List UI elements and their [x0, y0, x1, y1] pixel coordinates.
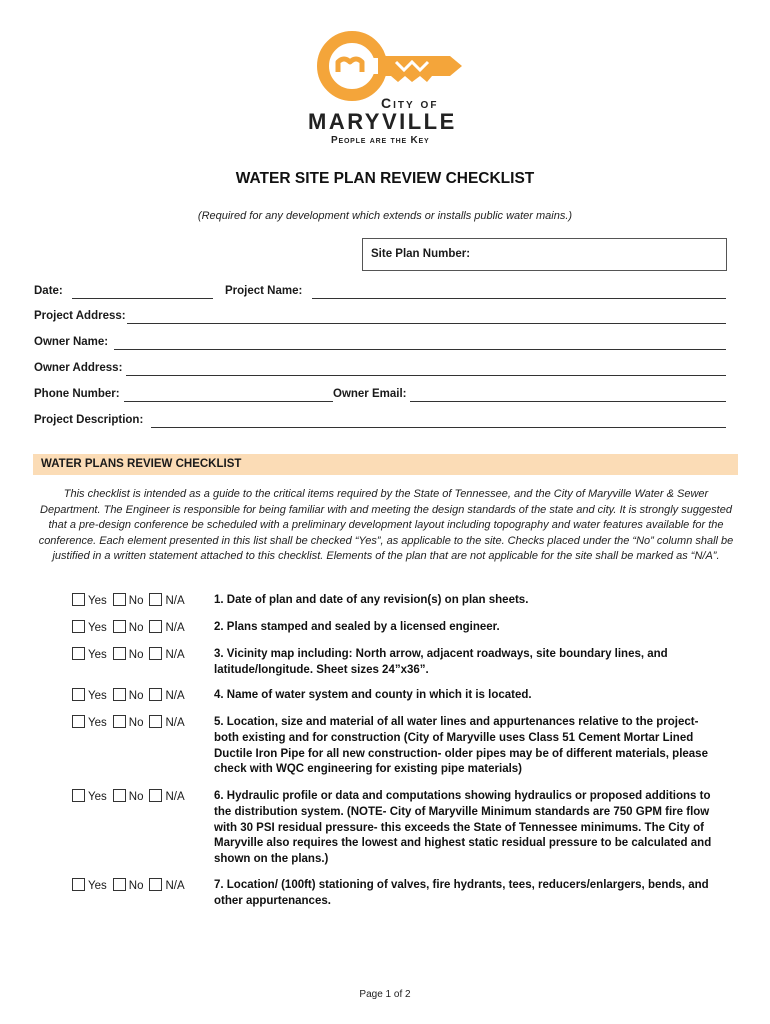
- project-address-label: Project Address:: [34, 310, 126, 322]
- checkbox-label-no: No: [128, 690, 144, 702]
- checkbox-label-no: No: [128, 791, 144, 803]
- item-2-yes-checkbox[interactable]: [72, 620, 85, 633]
- section-title: WATER PLANS REVIEW CHECKLIST: [41, 458, 242, 470]
- item-5-yes-checkbox[interactable]: [72, 715, 85, 728]
- item-6-options: [72, 789, 191, 803]
- item-3-yes-checkbox[interactable]: [72, 647, 85, 660]
- phone-number-label: Phone Number:: [34, 388, 120, 400]
- item-1-options: [72, 593, 191, 607]
- checklist-item-6: 6. Hydraulic profile or data and computations showing hydraulics or proposed additions to the distribution system. (NOTE- City of Maryville Minimum standards are 750 GPM fire flow with 30 PSI residual pressure- this exceeds the State of Tennessee minimums. The City of Maryville also requires the lowest and highest static residual pressure to be calculated and shown on the plans.): [214, 790, 712, 866]
- checkbox-label-no: No: [128, 649, 144, 661]
- item-4-no-checkbox[interactable]: [113, 688, 126, 701]
- owner-name-label: Owner Name:: [34, 336, 109, 348]
- project-description-field[interactable]: [151, 427, 726, 428]
- checklist-item-4: 4. Name of water system and county in which it is located.: [214, 689, 532, 701]
- item-7-options: [72, 878, 191, 892]
- intro-paragraph: This checklist is intended as a guide to the critical items required by the State of Tennessee, and the City of Maryville Water & Sewer Department. The Engineer is responsible for being familiar with and meeting the design standards of the state and city. It is strongly suggested that a pre-design conference be scheduled with a preliminary development layout including topography and water features available for the conference. Each element presented in this list shall be checked “Yes”, as applicable to the site. Checks placed under the “No” column shall be justified in a written statement attached to this checklist. Elements of the plan that are not applicable for the site shall be marked as “N/A”.: [38, 488, 734, 563]
- page-number: Page 1 of 2: [359, 989, 411, 1000]
- site-plan-number-label: Site Plan Number:: [371, 248, 471, 260]
- checklist-item-5: 5. Location, size and material of all water lines and appurtenances relative to the project- both existing and for construction (City of Maryville uses Class 51 Cement Mortar Lined Ductile Iron Pipe for all new construction- older pipes may be of different materials, please check with WQC engineering for existing pipe materials): [214, 716, 708, 776]
- item-4-options: [72, 688, 191, 702]
- item-5-no-checkbox[interactable]: [113, 715, 126, 728]
- item-5-options: [72, 715, 191, 729]
- project-name-label: Project Name:: [225, 285, 303, 297]
- checkbox-label-yes: Yes: [88, 649, 107, 661]
- owner-address-field[interactable]: [126, 375, 726, 376]
- item-2-na-checkbox[interactable]: [149, 620, 162, 633]
- item-7-na-checkbox[interactable]: [149, 878, 162, 891]
- item-3-no-checkbox[interactable]: [113, 647, 126, 660]
- checkbox-label-no: No: [128, 717, 144, 729]
- owner-address-label: Owner Address:: [34, 362, 123, 374]
- checkbox-label-yes: Yes: [88, 690, 107, 702]
- item-6-na-checkbox[interactable]: [149, 789, 162, 802]
- checklist-item-2: 2. Plans stamped and sealed by a licensed engineer.: [214, 621, 500, 633]
- item-2-no-checkbox[interactable]: [113, 620, 126, 633]
- item-4-yes-checkbox[interactable]: [72, 688, 85, 701]
- checkbox-label-na: N/A: [165, 791, 185, 803]
- project-name-field[interactable]: [312, 298, 726, 299]
- checkbox-label-no: No: [128, 622, 144, 634]
- owner-email-field[interactable]: [410, 401, 726, 402]
- checklist-item-7: 7. Location/ (100ft) stationing of valves, fire hydrants, tees, reducers/enlargers, bends, and other appurtenances.: [214, 879, 709, 907]
- checkbox-label-na: N/A: [165, 690, 185, 702]
- checkbox-label-yes: Yes: [88, 595, 107, 607]
- document-subtitle: (Required for any development which extends or installs public water mains.): [197, 210, 573, 222]
- logo-tagline: People are the Key: [331, 135, 430, 146]
- document-title: WATER SITE PLAN REVIEW CHECKLIST: [235, 170, 535, 187]
- phone-number-field[interactable]: [124, 401, 333, 402]
- checkbox-label-no: No: [128, 595, 144, 607]
- item-7-yes-checkbox[interactable]: [72, 878, 85, 891]
- project-description-label: Project Description:: [34, 414, 144, 426]
- section-header-bar: [33, 454, 738, 475]
- date-field[interactable]: [72, 298, 213, 299]
- checklist-item-3: 3. Vicinity map including: North arrow, adjacent roadways, site boundary lines, and latitude/longitude. Sheet sizes 24”x36”.: [214, 648, 668, 676]
- item-6-no-checkbox[interactable]: [113, 789, 126, 802]
- item-1-no-checkbox[interactable]: [113, 593, 126, 606]
- item-3-options: [72, 647, 191, 661]
- item-7-no-checkbox[interactable]: [113, 878, 126, 891]
- item-1-na-checkbox[interactable]: [149, 593, 162, 606]
- project-address-field[interactable]: [127, 323, 726, 324]
- logo-maryville: MARYVILLE: [308, 109, 457, 134]
- item-3-na-checkbox[interactable]: [149, 647, 162, 660]
- checkbox-label-na: N/A: [165, 595, 185, 607]
- date-label: Date:: [34, 285, 63, 297]
- site-plan-number-box[interactable]: [362, 238, 727, 271]
- checkbox-label-yes: Yes: [88, 880, 107, 892]
- checkbox-label-na: N/A: [165, 880, 185, 892]
- item-6-yes-checkbox[interactable]: [72, 789, 85, 802]
- checkbox-label-na: N/A: [165, 717, 185, 729]
- logo-city-of: City of: [381, 95, 439, 111]
- item-4-na-checkbox[interactable]: [149, 688, 162, 701]
- checklist-item-1: 1. Date of plan and date of any revision(s) on plan sheets.: [214, 594, 529, 606]
- checkbox-label-na: N/A: [165, 622, 185, 634]
- checkbox-label-no: No: [128, 880, 144, 892]
- item-1-yes-checkbox[interactable]: [72, 593, 85, 606]
- checkbox-label-yes: Yes: [88, 791, 107, 803]
- item-2-options: [72, 620, 191, 634]
- checkbox-label-na: N/A: [165, 649, 185, 661]
- owner-name-field[interactable]: [114, 349, 726, 350]
- checkbox-label-yes: Yes: [88, 717, 107, 729]
- checkbox-label-yes: Yes: [88, 622, 107, 634]
- item-5-na-checkbox[interactable]: [149, 715, 162, 728]
- owner-email-label: Owner Email:: [333, 388, 407, 400]
